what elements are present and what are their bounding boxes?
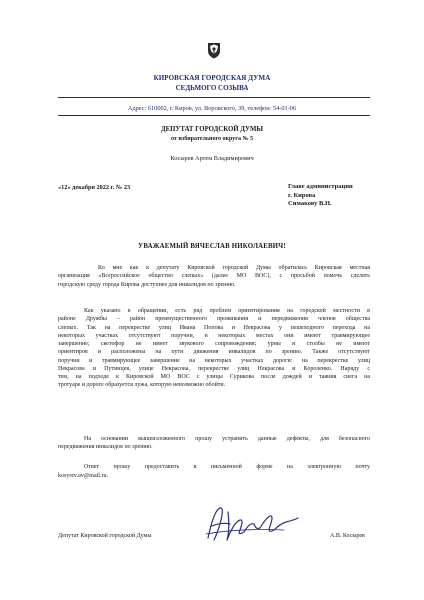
coat-of-arms-icon bbox=[207, 42, 221, 59]
handwritten-signature bbox=[200, 500, 310, 548]
organization-name: КИРОВСКАЯ ГОРОДСКАЯ ДУМА bbox=[153, 74, 271, 82]
paragraph-line: ориентиров и расположены на пути движения инвалидов по зрению. Также отсутствуют bbox=[58, 349, 370, 356]
recipient-line: Главе администрации bbox=[288, 183, 353, 190]
paragraph-line: Некрасова и Путинцев, улице Некрасова, перекрестке улиц Некрасова и Короленко. Наряду с bbox=[58, 365, 370, 372]
paragraph-line: Ответ прошу предоставить в письменной форме на электронную почту bbox=[84, 464, 370, 470]
paragraph-line: Ко мне как к депутату Кировской городской Думы обратилась Кировская местная bbox=[98, 265, 370, 271]
organization-address: Адрес: 610002, г. Киров, ул. Воровского, 39, телефон: 54-01-06 bbox=[127, 105, 297, 112]
paragraph-line: районе Дружбы – район преимущественного проживания и передвижения членов общества bbox=[58, 316, 370, 323]
deputy-name: Косырев Артем Владимирович bbox=[170, 155, 254, 162]
organization-convocation: СЕДЬМОГО СОЗЫВА bbox=[175, 84, 249, 92]
body-paragraph-3 bbox=[58, 435, 370, 452]
paragraph-line: городскую среду города Кирова доступнее для инвалидов по зрению. bbox=[58, 281, 236, 288]
body-paragraph-4 bbox=[58, 463, 370, 471]
paragraph-line: На основании вышеизложенного прошу устранить данные дефекты, для безопасного bbox=[84, 436, 370, 442]
paragraph-line: поручни и травмирующее завершение на некоторых участках дороги: на перекрестке улиц bbox=[58, 357, 370, 364]
recipient-line: Симакову В.Н. bbox=[288, 200, 332, 208]
signatory-name: А.В. Косырев bbox=[330, 533, 365, 539]
letterhead-divider-top bbox=[58, 97, 370, 98]
paragraph-line: слепых. Так на перекрестке улиц Ивана Попова и Некрасова у пешеходного перехода на bbox=[58, 324, 370, 331]
recipient-line: г. Кирова bbox=[288, 191, 316, 199]
letter-reference: «12» декабря 2022 г. № 23 bbox=[58, 184, 131, 191]
body-paragraph-1 bbox=[58, 264, 370, 289]
paragraph-line: тем, на подходе к Кировской МО ВОС с улицы Сурикова после дождей и таяния снега на bbox=[58, 374, 370, 380]
deputy-title: ДЕПУТАТ ГОРОДСКОЙ ДУМЫ bbox=[160, 126, 264, 133]
signatory-position: Депутат Кировской городской Думы bbox=[58, 533, 152, 539]
paragraph-line: Как указано в обращении, есть ряд проблем ориентирования на городской местности в bbox=[84, 308, 370, 314]
paragraph-line: тротуаре и дороге образуется лужа, которую невозможно обойти. bbox=[58, 382, 226, 389]
letterhead-divider-bottom bbox=[58, 115, 370, 116]
greeting: УВАЖАЕМЫЙ ВЯЧЕСЛАВ НИКОЛАЕВИЧ! bbox=[138, 243, 286, 250]
deputy-district: от избирательного округа № 5 bbox=[170, 136, 254, 142]
paragraph-line: завершение; светофор не имеет звукового сопровождения; урны и столбы не имеют bbox=[58, 341, 370, 347]
paragraph-line: некоторых участках отсутствуют поручни, в некоторых местах они имеют травмирующее bbox=[58, 332, 370, 339]
contact-email bbox=[58, 472, 370, 480]
body-paragraph-2 bbox=[58, 307, 370, 390]
paragraph-line: передвижения инвалидов по зрению. bbox=[58, 444, 153, 451]
paragraph-line: организация «Всероссийское общество слепых» (далее МО ВОС), с просьбой помочь сделать bbox=[58, 273, 370, 280]
email-text: kosyrev.av@mail.ru. bbox=[58, 473, 108, 479]
recipient-block bbox=[288, 183, 353, 209]
